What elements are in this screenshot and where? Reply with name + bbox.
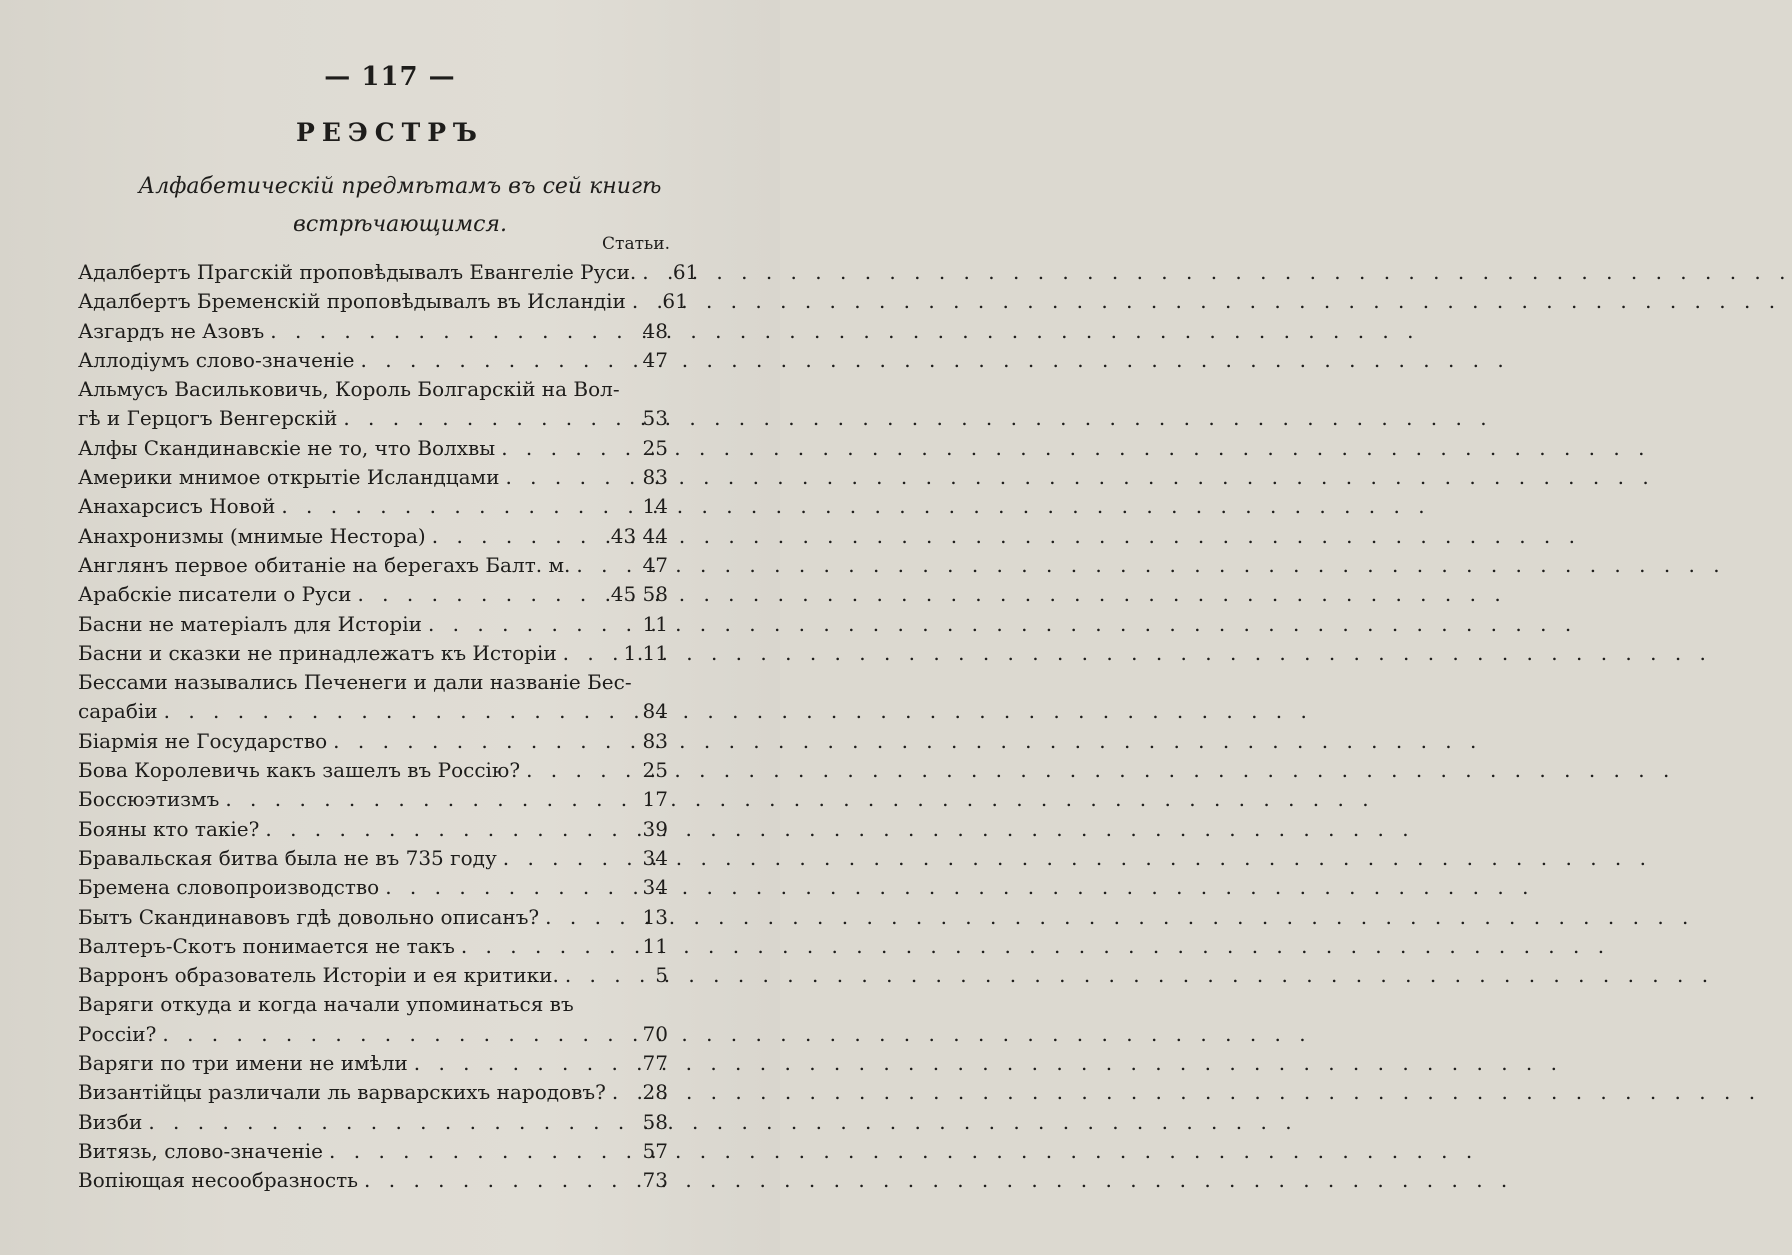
entry-line [78,815,668,844]
leader-dots [539,903,622,932]
entry-page-ref: 53 [642,406,668,431]
page-title: РЕЭСТРЪ [296,118,484,147]
leader-dots [351,580,602,609]
leader-dots [636,258,652,287]
entry-text: Адалбертъ Бременскій проповѣдывалъ въ Исландіи [78,289,626,314]
index-entry [78,668,668,727]
entry-page-ref: 77 [642,1051,668,1076]
entry-text: Арабскіе писатели о Руси [78,582,352,607]
entry-line [78,492,668,521]
entry-text: Россіи? [78,1021,157,1046]
entry-line [78,434,668,463]
entry-text: Бова Королевичь какъ зашелъ въ Россію? [78,758,521,783]
entry-line [78,551,668,580]
entry-page-ref: 11 [642,933,668,958]
entry-line [78,258,699,287]
entry-line [78,990,668,1019]
entry-line [78,346,668,375]
entry-text: Бравальская битва была не въ 735 году [78,845,497,870]
entry-text: Валтеръ-Скотъ понимается не такъ [78,933,455,958]
entry-text: гѣ и Герцогъ Венгерскій [78,406,338,431]
entry-text: Бояны кто такіе? [78,816,260,841]
leader-dots [275,492,622,521]
column-header: Статьи. [602,234,670,254]
entry-page-ref: 34 [642,875,668,900]
entry-page-ref: 48 [642,318,668,343]
entry-text: Боссюэтизмъ [78,787,220,812]
index-entry [78,287,688,316]
entry-page-ref: 61 [662,289,688,314]
entry-line [78,375,668,404]
entry-line [78,961,668,990]
index-entry [78,317,668,346]
entry-line [78,727,668,756]
entry-text: Біармія не Государство [78,728,328,753]
leader-dots [158,697,622,726]
entry-line [78,639,668,668]
entry-text: Бессами назывались Печенеги и дали названіе Бес- [78,670,632,695]
leader-dots [626,287,642,316]
entry-line [78,903,668,932]
leader-dots [142,1108,622,1137]
entry-text: Азгардъ не Азовъ [78,318,265,343]
index-entry [78,551,668,580]
entry-page-ref: 57 [642,1138,668,1163]
index-entry [78,815,668,844]
entry-text: Америки мнимое открытіе Исландцами [78,465,500,490]
entry-line [78,932,668,961]
leader-dots [379,873,622,902]
entry-text: сарабіи [78,699,158,724]
index-entry [78,1078,668,1107]
entry-line [78,873,668,902]
index-entry [78,785,668,814]
leader-dots [219,785,622,814]
entry-text: Анахронизмы (мнимые Нестора) [78,523,426,548]
index-entry [78,610,668,639]
leader-dots [559,961,622,990]
leader-dots [259,815,622,844]
index-entry [78,873,668,902]
index-entry [78,727,668,756]
entry-page-ref: 61 [672,260,699,284]
index-entry [78,844,668,873]
entry-page-ref: 28 [642,1080,668,1105]
leader-dots [570,551,622,580]
entry-page-ref: 47 [642,552,668,577]
entry-page-ref: 70 [642,1021,668,1046]
entry-text: Бремена словопроизводство [78,875,380,900]
entry-text: Адалбертъ Прагскій проповѣдывалъ Евангеліе Руси. [78,260,637,284]
leader-dots [337,404,622,433]
index-entry [78,375,668,434]
entry-text: Витязь, слово-значеніе [78,1138,324,1163]
leader-dots [495,434,622,463]
entry-line [78,404,668,433]
leader-dots [156,1020,622,1049]
entry-text: Басни и сказки не принадлежатъ къ Исторіи [78,640,557,665]
index-entry [78,258,699,287]
entry-line [78,697,668,726]
index-entries [78,258,699,1196]
entry-page-ref: 13 [642,904,668,929]
index-entry [78,492,668,521]
leader-dots [499,463,622,492]
entry-line [78,1166,668,1195]
entry-page-ref: 47 [642,347,668,372]
entry-line [78,1078,668,1107]
entry-page-ref: 25 [642,435,668,460]
entry-page-ref: 73 [642,1168,668,1193]
leader-dots [358,1166,622,1195]
entry-text: Варронъ образователь Исторіи и ея критики. [78,963,559,988]
index-entry [78,1108,668,1137]
entry-line [78,844,668,873]
index-entry [78,1137,668,1166]
entry-page-ref: 84 [642,699,668,724]
entry-page-ref: 83 [642,465,668,490]
entry-text: Варяги по три имени не имѣли [78,1051,408,1076]
page-number: — 117 — [324,62,456,92]
leader-dots [606,1078,622,1107]
leader-dots [557,639,616,668]
entry-line [78,1020,668,1049]
index-entry [78,639,668,668]
entry-line [78,580,668,609]
leader-dots [327,727,622,756]
entry-page-ref: 5 [655,963,668,988]
entry-line [78,1049,668,1078]
entry-text: Англянъ первое обитаніе на берегахъ Балт. м. [78,552,571,577]
entry-page-ref: 17 [642,787,668,812]
leader-dots [422,610,622,639]
entry-text: Визби [78,1109,143,1134]
leader-dots [520,756,622,785]
index-entry [78,1166,668,1195]
entry-text: Бытъ Скандинавовъ гдѣ довольно описанъ? [78,904,540,929]
entry-page-ref: 83 [642,728,668,753]
entry-page-ref: 25 [642,758,668,783]
index-entry [78,434,668,463]
index-entry [78,580,668,609]
entry-page-ref: 58 [642,1109,668,1134]
index-entry [78,346,668,375]
entry-page-ref: 45 58 [610,582,668,607]
entry-text: Альмусъ Васильковичь, Король Болгарскій на Вол- [78,377,620,402]
entry-page-ref: 43 44 [610,523,668,548]
leader-dots [323,1137,622,1166]
entry-page-ref: 39 [642,816,668,841]
entry-line [78,1137,668,1166]
entry-line [78,668,668,697]
leader-dots [355,346,622,375]
index-entry [78,522,668,551]
entry-line [78,522,668,551]
index-entry [78,1049,668,1078]
entry-line [78,1108,668,1137]
page-subtitle: Алфабетическій предмѣтамъ въ сей книгѣ встрѣчающимся. [138,174,662,237]
leader-dots [264,317,622,346]
entry-text: Алфы Скандинавскіе не то, что Волхвы [78,435,496,460]
entry-text: Анахарсисъ Новой [78,494,276,519]
index-entry [78,961,668,990]
leader-dots [408,1049,622,1078]
leader-dots [455,932,622,961]
entry-text: Варяги откуда и когда начали упоминаться въ [78,992,574,1017]
index-entry [78,932,668,961]
entry-text: Басни не матеріалъ для Исторіи [78,611,422,636]
index-entry [78,463,668,492]
book-page [0,0,780,1255]
index-entry [78,990,668,1049]
index-entry [78,903,668,932]
entry-text: Аллодіумъ слово-значеніе [78,347,355,372]
entry-page-ref: 11 [642,611,668,636]
index-entry [78,756,668,785]
entry-line [78,317,668,346]
entry-text: Византійцы различали ль варварскихъ народовъ? [78,1080,606,1105]
entry-page-ref: 14 [642,494,668,519]
entry-text: Вопіющая несообразность [78,1168,359,1193]
entry-line [78,756,668,785]
leader-dots [426,522,603,551]
entry-line [78,463,668,492]
entry-page-ref: 1 11 [623,640,668,665]
entry-line [78,287,688,316]
leader-dots [497,844,622,873]
entry-page-ref: 34 [642,845,668,870]
entry-line [78,610,668,639]
entry-line [78,785,668,814]
